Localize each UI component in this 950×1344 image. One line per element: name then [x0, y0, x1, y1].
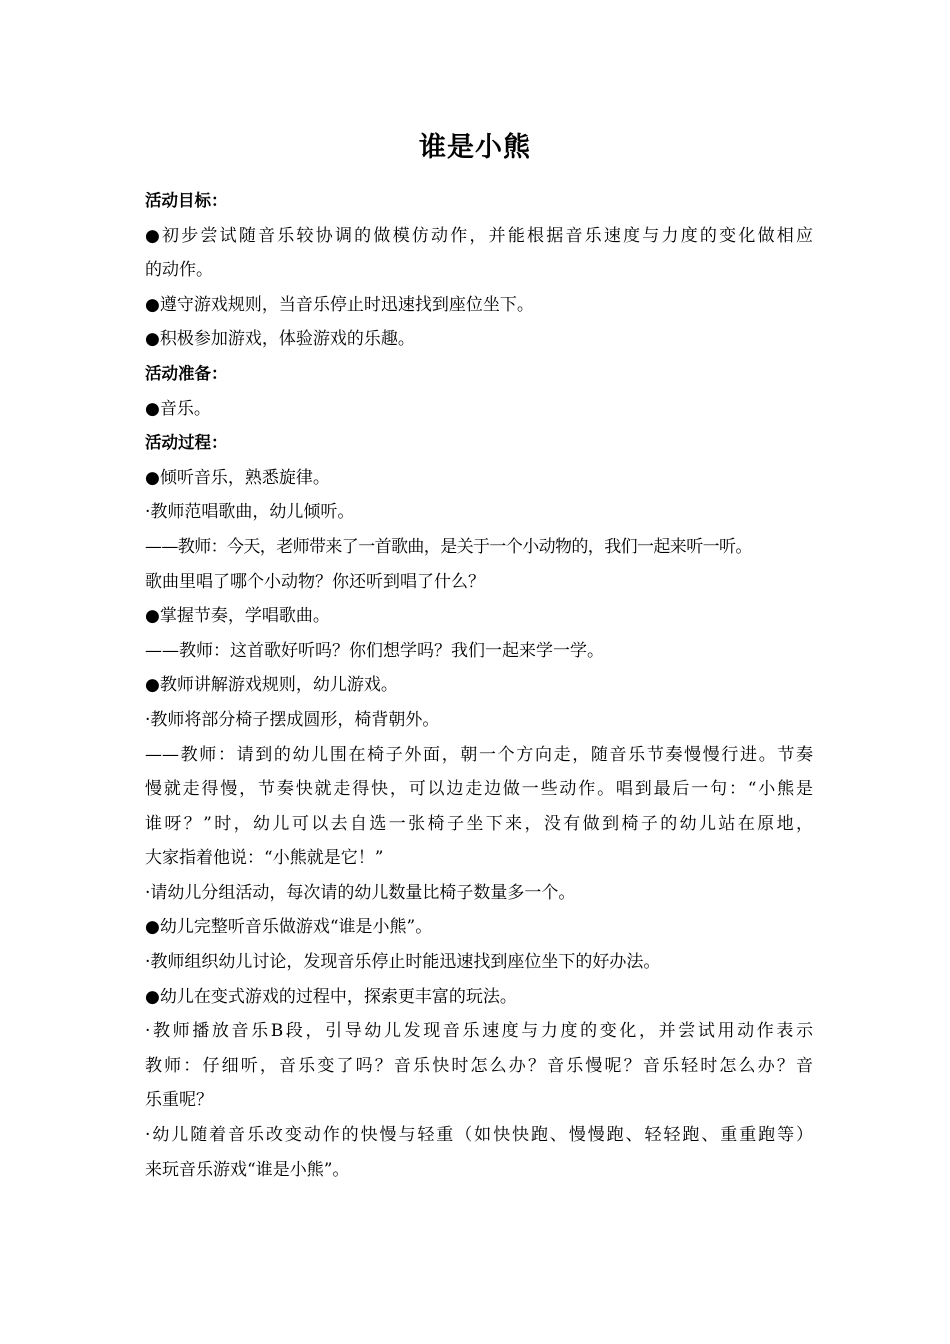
document-title: 谁是小熊: [419, 132, 531, 163]
text-line: ●掌握节奏，学唱歌曲。: [145, 606, 330, 627]
text-line: ·幼儿随着音乐改变动作的快慢与轻重（如快快跑、慢慢跑、轻轻跑、重重跑等）: [145, 1125, 813, 1146]
text-line: ·教师播放音乐B段，引导幼儿发现音乐速度与力度的变化，并尝试用动作表示: [145, 1021, 813, 1042]
text-line: ●积极参加游戏，体验游戏的乐趣。: [145, 329, 415, 350]
text-line: 教师：仔细听，音乐变了吗？音乐快时怎么办？音乐慢呢？音乐轻时怎么办？音: [145, 1055, 813, 1076]
text-line: ·请幼儿分组活动，每次请的幼儿数量比椅子数量多一个。: [145, 882, 576, 903]
text-line: ——教师：这首歌好听吗？你们想学吗？我们一起来学一学。: [145, 640, 604, 661]
text-line: ●倾听音乐，熟悉旋律。: [145, 467, 330, 488]
text-line: 歌曲里唱了哪个小动物？你还听到唱了什么？: [145, 571, 485, 592]
text-line: 慢就走得慢，节奏快就走得快，可以边走边做一些动作。唱到最后一句：“小熊是: [145, 779, 813, 800]
text-line: 来玩音乐游戏“谁是小熊”。: [145, 1159, 350, 1180]
text-line: ·教师将部分椅子摆成圆形，椅背朝外。: [145, 709, 440, 730]
text-line: ●幼儿在变式游戏的过程中，探索更丰富的玩法。: [145, 986, 517, 1007]
text-line: 谁呀？”时，幼儿可以去自选一张椅子坐下来，没有做到椅子的幼儿站在原地，: [145, 813, 813, 834]
document-body: [145, 184, 813, 1187]
section-heading: 活动准备：: [145, 363, 228, 383]
text-line: 大家指着他说：“小熊就是它！”: [145, 848, 384, 869]
text-line: ●初步尝试随音乐较协调的做模仿动作，并能根据音乐速度与力度的变化做相应: [145, 225, 813, 246]
text-line: 乐重呢？: [145, 1090, 213, 1111]
section-heading: 活动过程：: [145, 433, 228, 453]
text-line: ·教师组织幼儿讨论，发现音乐停止时能迅速找到座位坐下的好办法。: [145, 952, 661, 973]
section-heading: 活动目标：: [145, 191, 228, 210]
text-line: ●音乐。: [145, 398, 211, 419]
text-line: ●教师讲解游戏规则，幼儿游戏。: [145, 675, 398, 696]
text-line: ●幼儿完整听音乐做游戏“谁是小熊”。: [145, 917, 433, 938]
text-line: 的动作。: [145, 260, 213, 281]
text-line: ·教师范唱歌曲，幼儿倾听。: [145, 502, 355, 523]
text-line: ——教师：请到的幼儿围在椅子外面，朝一个方向走，随音乐节奏慢慢行进。节奏: [145, 744, 813, 765]
text-line: ——教师：今天，老师带来了一首歌曲，是关于一个小动物的，我们一起来听一听。: [145, 536, 752, 557]
text-line: ●遵守游戏规则，当音乐停止时迅速找到座位坐下。: [145, 294, 534, 315]
